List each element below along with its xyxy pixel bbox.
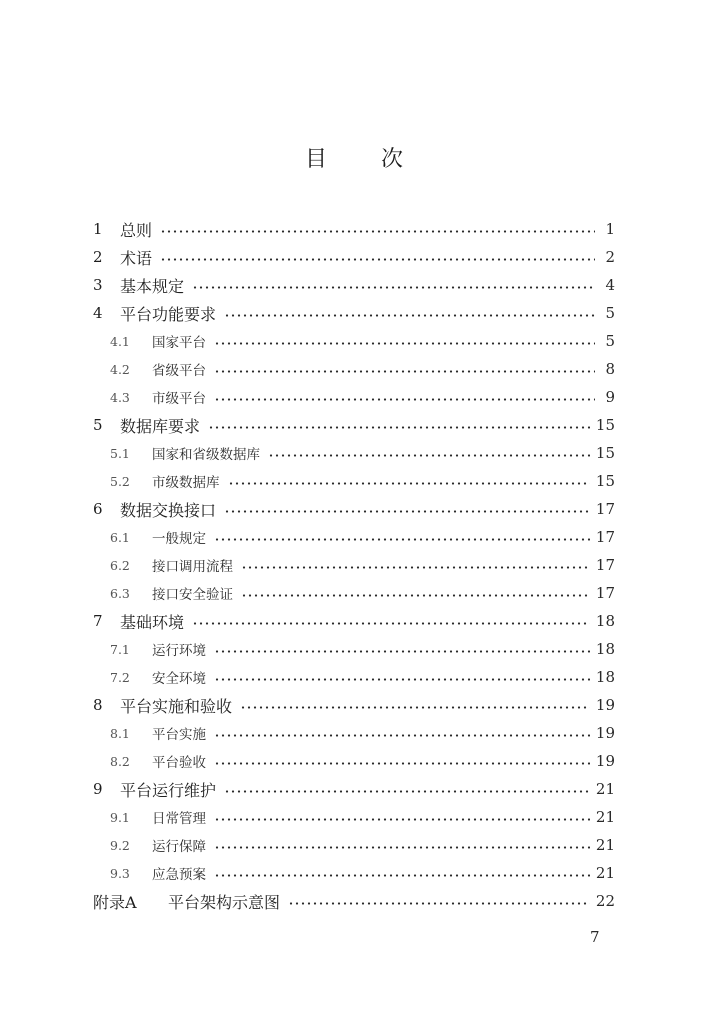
toc-entry-number: 8.1 xyxy=(110,725,130,741)
toc-entry-label: 平台实施 xyxy=(152,727,206,743)
toc-entry-label: 基础环境 xyxy=(120,612,185,632)
toc-leader-dots xyxy=(224,314,595,317)
toc-entry-label: 国家和省级数据库 xyxy=(152,447,260,463)
toc-subentry xyxy=(93,831,615,859)
toc-entry-number: 4.2 xyxy=(110,361,130,377)
toc-entry-page: 9 xyxy=(605,388,615,406)
toc-entry-page: 17 xyxy=(595,500,615,518)
toc-leader-dots xyxy=(214,846,590,849)
toc-entry-number: 3 xyxy=(93,276,103,294)
toc-entry-page: 17 xyxy=(595,556,615,574)
toc-entry-label: 平台架构示意图 xyxy=(168,892,281,912)
toc-entry-label: 市级平台 xyxy=(152,391,206,407)
toc-entry-label: 运行保障 xyxy=(152,839,206,855)
toc-entry xyxy=(93,775,615,803)
toc-entry-page: 18 xyxy=(595,668,615,686)
toc-entry-page: 15 xyxy=(595,472,615,490)
toc-entry-number: 9.1 xyxy=(110,809,130,825)
toc-subentry xyxy=(93,747,615,775)
toc-entry-page: 15 xyxy=(595,416,615,434)
toc-entry-number: 6.3 xyxy=(110,585,130,601)
toc-leader-dots xyxy=(214,370,595,373)
toc-entry-label: 市级数据库 xyxy=(152,475,220,491)
toc-leader-dots xyxy=(224,510,590,513)
toc-entry-page: 19 xyxy=(595,752,615,770)
toc-entry-label: 平台功能要求 xyxy=(120,304,217,324)
toc-entry-number: 8 xyxy=(93,696,103,714)
toc-subentry xyxy=(93,551,615,579)
toc-leader-dots xyxy=(214,678,590,681)
toc-subentry xyxy=(93,579,615,607)
toc-subentry xyxy=(93,803,615,831)
toc-entry xyxy=(93,607,615,635)
toc-entry-label: 接口调用流程 xyxy=(152,559,233,575)
toc-leader-dots xyxy=(224,790,590,793)
toc-entry xyxy=(93,691,615,719)
toc-subentry xyxy=(93,467,615,495)
toc-entry-number: 5.1 xyxy=(110,445,130,461)
toc-entry-label: 国家平台 xyxy=(152,335,206,351)
toc-entry-number: 2 xyxy=(93,248,103,266)
toc-leader-dots xyxy=(214,650,590,653)
toc-entry-page: 21 xyxy=(595,808,615,826)
toc-leader-dots xyxy=(241,594,590,597)
toc-subentry xyxy=(93,523,615,551)
toc-leader-dots xyxy=(214,538,590,541)
toc-leader-dots xyxy=(192,286,595,289)
toc-entry-label: 基本规定 xyxy=(120,276,185,296)
toc-subentry xyxy=(93,719,615,747)
toc-entry-page: 2 xyxy=(605,248,615,266)
toc-entry-label: 接口安全验证 xyxy=(152,587,233,603)
toc-entry-label: 日常管理 xyxy=(152,811,206,827)
toc-entry-page: 4 xyxy=(605,276,615,294)
toc-leader-dots xyxy=(208,426,590,429)
toc-leader-dots xyxy=(214,734,590,737)
toc-leader-dots xyxy=(214,818,590,821)
toc-entry-page: 17 xyxy=(595,584,615,602)
toc-entry xyxy=(93,271,615,299)
toc-leader-dots xyxy=(160,230,595,233)
toc-entry-number: 4 xyxy=(93,304,103,322)
toc-entry-label: 平台实施和验收 xyxy=(120,696,233,716)
toc-entry-number: 6.1 xyxy=(110,529,130,545)
toc-leader-dots xyxy=(240,706,590,709)
toc-entry-page: 21 xyxy=(595,864,615,882)
table-of-contents xyxy=(93,215,615,915)
toc-leader-dots xyxy=(214,874,590,877)
toc-entry-page: 19 xyxy=(595,724,615,742)
toc-entry xyxy=(93,299,615,327)
toc-entry-page: 21 xyxy=(595,780,615,798)
toc-subentry xyxy=(93,439,615,467)
toc-appendix-entry xyxy=(93,887,615,915)
toc-subentry xyxy=(93,859,615,887)
toc-entry-label: 省级平台 xyxy=(152,363,206,379)
toc-entry xyxy=(93,215,615,243)
page-title: 目次 xyxy=(305,147,458,172)
toc-entry-number: 附录A xyxy=(93,892,137,912)
toc-subentry xyxy=(93,327,615,355)
toc-entry-number: 9.3 xyxy=(110,865,130,881)
toc-entry xyxy=(93,411,615,439)
toc-entry-page: 17 xyxy=(595,528,615,546)
toc-entry-label: 平台运行维护 xyxy=(120,780,217,800)
toc-entry-page: 1 xyxy=(605,220,615,238)
toc-entry-number: 7.2 xyxy=(110,669,130,685)
toc-entry-page: 5 xyxy=(605,332,615,350)
toc-entry-label: 术语 xyxy=(120,248,153,268)
toc-entry-number: 8.2 xyxy=(110,753,130,769)
toc-subentry xyxy=(93,383,615,411)
toc-entry-label: 运行环境 xyxy=(152,643,206,659)
toc-entry-label: 数据交换接口 xyxy=(120,500,217,520)
toc-subentry xyxy=(93,635,615,663)
toc-entry-number: 6 xyxy=(93,500,103,518)
toc-entry-page: 15 xyxy=(595,444,615,462)
toc-subentry xyxy=(93,663,615,691)
toc-entry-page: 18 xyxy=(595,640,615,658)
toc-entry-page: 22 xyxy=(595,892,615,910)
toc-entry xyxy=(93,243,615,271)
toc-entry-number: 4.1 xyxy=(110,333,130,349)
toc-entry-page: 8 xyxy=(605,360,615,378)
toc-entry-page: 18 xyxy=(595,612,615,630)
toc-entry-number: 7 xyxy=(93,612,103,630)
toc-entry-label: 一般规定 xyxy=(152,531,206,547)
toc-entry-label: 平台验收 xyxy=(152,755,206,771)
toc-leader-dots xyxy=(241,566,590,569)
toc-entry-page: 5 xyxy=(605,304,615,322)
toc-entry-label: 数据库要求 xyxy=(120,416,201,436)
toc-entry-number: 5.2 xyxy=(110,473,130,489)
toc-entry-number: 5 xyxy=(93,416,103,434)
toc-entry-page: 21 xyxy=(595,836,615,854)
toc-entry-number: 9 xyxy=(93,780,103,798)
page-number: 7 xyxy=(590,928,600,946)
toc-entry-label: 应急预案 xyxy=(152,867,206,883)
toc-entry-number: 6.2 xyxy=(110,557,130,573)
toc-entry-number: 9.2 xyxy=(110,837,130,853)
toc-entry-page: 19 xyxy=(595,696,615,714)
toc-leader-dots xyxy=(228,482,590,485)
toc-subentry xyxy=(93,355,615,383)
toc-leader-dots xyxy=(214,398,595,401)
toc-leader-dots xyxy=(192,622,590,625)
toc-leader-dots xyxy=(214,342,595,345)
toc-leader-dots xyxy=(160,258,595,261)
toc-entry-number: 1 xyxy=(93,220,103,238)
toc-entry-number: 4.3 xyxy=(110,389,130,405)
toc-leader-dots xyxy=(288,902,590,905)
toc-leader-dots xyxy=(214,762,590,765)
toc-entry-label: 总则 xyxy=(120,220,153,240)
toc-entry xyxy=(93,495,615,523)
toc-entry-label: 安全环境 xyxy=(152,671,206,687)
toc-entry-number: 7.1 xyxy=(110,641,130,657)
toc-leader-dots xyxy=(268,454,590,457)
